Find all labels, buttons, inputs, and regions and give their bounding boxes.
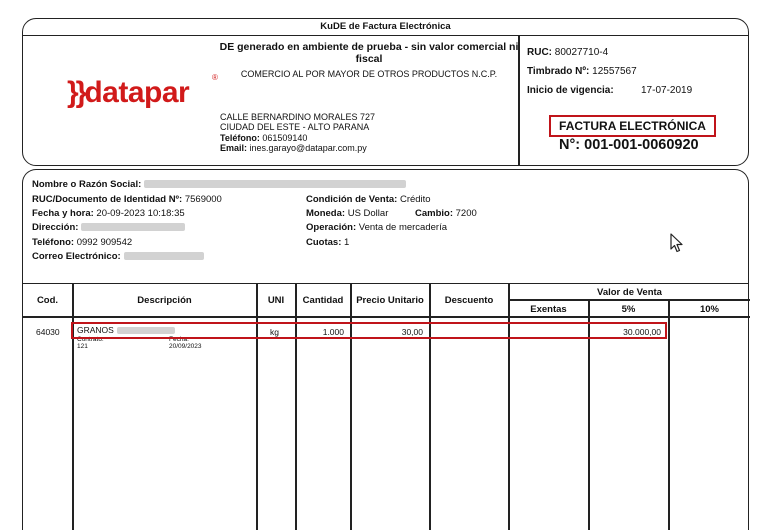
header-discount: Descuento [444,295,494,306]
header-bottom-line [23,316,750,318]
timbrado-row: Timbrado Nº: 12557567 [527,66,637,77]
col-line-1 [72,284,74,530]
items-table [22,283,749,530]
col-line-5 [429,284,431,530]
row-unit-price: 30,00 [401,327,423,337]
client-address: Dirección: [32,222,185,233]
client-ruc: RUC/Documento de Identidad Nº: 7569000 [32,194,222,205]
header-iva10: 10% [699,304,719,315]
currency: Moneda: US Dollar [306,208,389,219]
subheader-line [508,299,750,301]
client-date: Fecha y hora: 20-09-2023 10:18:35 [32,208,185,219]
col-line-4 [350,284,352,530]
header-iva5: 5% [621,304,636,315]
client-name: Nombre o Razón Social: [32,179,406,190]
vigencia-row: Inicio de vigencia: 17-07-2019 [527,85,693,96]
row-cod: 64030 [36,327,60,337]
exchange-rate: Cambio: 7200 [415,208,477,219]
header-sale-value: Valor de Venta [597,287,662,298]
header-desc: Descripción [137,295,192,306]
installments: Cuotas: 1 [306,237,350,248]
company-phone: Teléfono: 061509140 [220,132,308,143]
company-address [220,112,375,154]
mouse-pointer-icon [670,233,684,253]
datapar-logo [67,73,218,113]
invoice-header [22,18,749,166]
row-qty: 1.000 [322,327,344,337]
client-email: Correo Electrónico: [32,251,204,262]
client-phone: Teléfono: 0992 909542 [32,237,133,248]
economic-activity: COMERCIO AL POR MAYOR DE OTROS PRODUCTOS N.C.P. [240,69,498,79]
address-line-2: CIUDAD DEL ESTE - ALTO PARANA [220,122,370,133]
row-date: Fecha: 20/09/2023 [169,336,202,350]
logo-reg-mark: ® [212,73,218,82]
operation-type: Operación: Venta de mercadería [306,222,447,233]
col-line-8 [668,300,670,530]
address-line-1: CALLE BERNARDINO MORALES 727 [220,112,376,122]
row-highlight [71,322,667,339]
doc-number: N°: 001-001-0060920 [559,137,699,153]
header-qty: Cantidad [302,295,344,306]
row-iva5: 30.000,00 [623,327,661,337]
sale-condition: Condición de Venta: Crédito [306,194,431,205]
col-line-3 [295,284,297,530]
header-exentas: Exentas [530,304,567,315]
header-cod: Cod. [36,295,59,306]
header-unit-price: Precio Unitario [356,295,424,306]
kude-title: KuDE de Factura Electrónica [23,19,748,36]
doc-type-badge: FACTURA ELECTRÓNICA [549,115,716,137]
company-email: Email: ines.garayo@datapar.com.py [220,143,367,154]
test-environment-title: DE generado en ambiente de prueba - sin valor comercial ni fiscal [219,41,519,65]
col-line-2 [256,284,258,530]
ruc-row: RUC: 80027710-4 [527,47,609,58]
row-uni: kg [270,327,279,337]
row-contract: Contrato: 121 [77,336,104,350]
fiscal-info [527,43,693,100]
header-uni: UNI [267,295,285,306]
client-info [22,169,749,283]
row-desc: GRANOS [77,325,175,335]
logo-text: }}datapar [67,76,190,109]
col-line-6 [508,284,510,530]
